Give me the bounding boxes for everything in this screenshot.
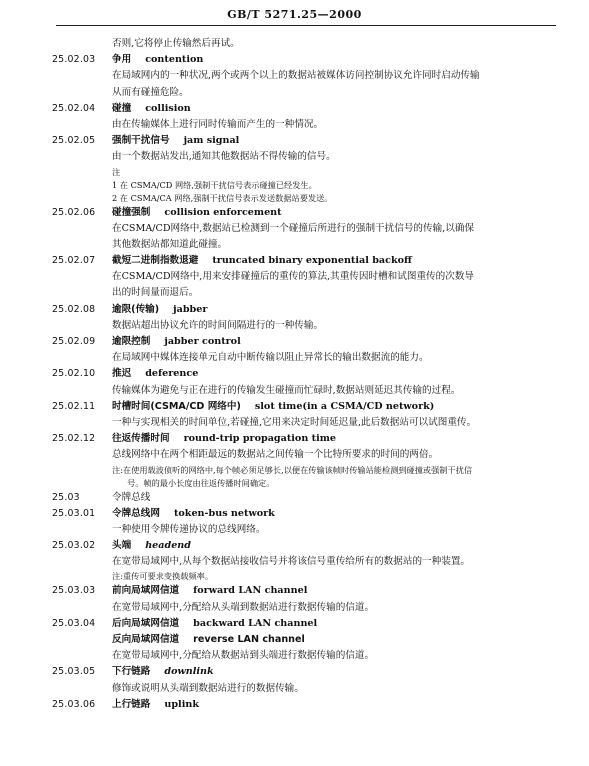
term-chinese: 头端 — [112, 540, 132, 552]
term-chinese: 逾限控制 — [112, 336, 151, 347]
definition-line: 一种使用令牌传递协议的总线网络。 — [112, 523, 266, 535]
term-english: jabber control — [164, 336, 241, 347]
definition-line: 总线网络中在两个相距最远的数据站之间传输一个比特所要求的时间的两倍。 — [112, 449, 439, 461]
term-number: 25.02.11 — [52, 400, 96, 412]
term-number: 25.03.04 — [52, 617, 96, 629]
term-entry — [52, 664, 552, 680]
term-number: 25.02.08 — [52, 303, 96, 315]
standard-header: GB/T 5271.25—2000 — [227, 8, 362, 21]
term-number: 25.02.04 — [52, 102, 96, 114]
note-line: 1 在 CSMA/CD 网络,强制干扰信号表示碰撞已经发生。 — [112, 179, 317, 190]
term-chinese: 强制干扰信号 — [112, 135, 170, 147]
definition-line: 在宽带局域网中,分配给从数据站到头端进行数据传输的信道。 — [112, 650, 375, 662]
definition-line: 在局域网中媒体连接单元自动中断传输以阻止异常长的输出数据流的能力。 — [112, 352, 429, 364]
term-chinese: 时槽时间(CSMA/CD 网络中) — [112, 400, 241, 412]
term-english: collision enforcement — [164, 206, 282, 218]
term-entry — [52, 583, 552, 599]
note-line: 注 — [112, 166, 121, 177]
term-entry — [52, 253, 552, 269]
term-entry — [52, 697, 552, 713]
term-chinese: 逾限(传输) — [112, 303, 160, 315]
term-chinese: 后向局域网信道 — [112, 617, 180, 629]
term-chinese: 推迟 — [112, 368, 132, 380]
section-title: 令牌总线 — [112, 491, 151, 503]
term-number: 25.02.12 — [52, 433, 96, 445]
term-english: token-bus network — [173, 507, 275, 519]
header-rule — [56, 25, 556, 26]
note-line: 注:重传可要求变换载频率。 — [112, 571, 214, 582]
term-entry — [52, 399, 552, 415]
term-entry — [52, 538, 552, 554]
definition-line: 在宽带局域网中,分配给从头端到数据站进行数据传输的信道。 — [112, 601, 375, 613]
definition-line: 传输媒体为避免与正在进行的传输发生碰撞而忙碌时,数据站则延迟其传输的过程。 — [112, 384, 461, 396]
term-entry — [52, 431, 552, 447]
term-chinese: 往返传播时间 — [112, 433, 170, 445]
term-entry — [52, 334, 552, 350]
term-english: downlink — [164, 666, 214, 678]
term-number: 25.03.02 — [52, 540, 96, 552]
term-number: 25.02.10 — [52, 368, 96, 380]
definition-line: 从而有碰撞危险。 — [112, 86, 189, 98]
definition-line: 出的时间量而退后。 — [112, 287, 199, 299]
term-number: 25.02.05 — [52, 135, 96, 147]
term-chinese: 前向局域网信道 — [112, 585, 180, 597]
term-english: jam signal — [183, 135, 240, 147]
definition-line: 由在传输媒体上进行同时传输而产生的一种情况。 — [112, 118, 324, 130]
term-english: collision — [145, 102, 191, 114]
term-number: 25.03.05 — [52, 666, 96, 678]
definition-line: 数据站超出协议允许的时间间隔进行的一种传输。 — [112, 319, 324, 331]
term-entry — [52, 52, 552, 68]
term-english: uplink — [164, 698, 199, 710]
section-heading — [52, 490, 552, 506]
term-number: 25.02.09 — [52, 336, 96, 347]
term-chinese: 碰撞强制 — [112, 206, 151, 218]
term-number: 25.03.01 — [52, 507, 96, 519]
definition-line: 在宽带局域网中,从每个数据站接收信号并将该信号重传给所有的数据站的一种装置。 — [112, 556, 471, 568]
term-chinese: 上行链路 — [112, 698, 151, 710]
note-line: 注:在使用载波侦听的网络中,每个帧必须足够长,以便在传输该帧时传输站能检测到碰撞或强制干扰信 — [112, 464, 473, 475]
definition-line: 在CSMA/CD网络中,数据站已检测到一个碰撞后所进行的强制干扰信号的传输,以确保 — [112, 222, 475, 234]
term-number: 25.02.03 — [52, 54, 96, 66]
term-english: jabber — [173, 303, 208, 315]
term-chinese: 争用 — [112, 54, 132, 66]
term-entry — [52, 506, 552, 522]
term-chinese: 截短二进制指数退避 — [112, 255, 199, 267]
term-entry — [52, 133, 552, 149]
term-number: 25.02.07 — [52, 255, 96, 267]
document-body — [52, 36, 552, 713]
section-number: 25.03 — [52, 491, 80, 503]
term-english: backward LAN channel — [193, 617, 318, 629]
term-entry — [52, 205, 552, 221]
definition-line: 由一个数据站发出,通知其他数据站不得传输的信号。 — [112, 151, 336, 163]
term-chinese: 碰撞 — [112, 102, 132, 114]
definition-line: 否则,它将停止传输然后再试。 — [112, 38, 240, 49]
note-line: 号。帧的最小长度由往返传播时间确定。 — [127, 477, 275, 488]
definition-line: 修饰或说明从头端到数据站进行的数据传输。 — [112, 682, 304, 694]
term-number: 25.02.06 — [52, 206, 96, 218]
definition-line: 其他数据站都知道此碰撞。 — [112, 238, 228, 250]
term-english: round-trip propagation time — [183, 433, 336, 445]
term-chinese: 反向局域网信道 — [112, 634, 180, 645]
term-entry — [52, 366, 552, 382]
term-entry — [52, 302, 552, 318]
definition-line: 在CSMA/CD网络中,用来安排碰撞后的重传的算法,其重传因时槽和试图重传的次数导 — [112, 271, 475, 283]
term-entry — [52, 616, 552, 632]
term-english: slot time(in a CSMA/CD network) — [254, 400, 435, 412]
definition-line: 在局域网内的一种状况,两个或两个以上的数据站被媒体访问控制协议允许同时启动传输 — [112, 70, 480, 82]
term-english: deference — [145, 368, 199, 380]
term-english: truncated binary exponential backoff — [212, 255, 412, 267]
term-entry — [52, 101, 552, 117]
term-number: 25.03.06 — [52, 698, 96, 710]
term-english: forward LAN channel — [193, 585, 308, 597]
term-english: contention — [145, 54, 204, 66]
term-chinese: 令牌总线网 — [112, 507, 160, 519]
term-chinese: 下行链路 — [112, 666, 151, 678]
synonym-term — [52, 632, 552, 648]
term-english: headend — [145, 540, 191, 552]
note-line: 2 在 CSMA/CA 网络,强制干扰信号表示发送数据站要发送。 — [112, 192, 333, 203]
term-english: reverse LAN channel — [193, 634, 305, 645]
definition-line: 一种与实现相关的时间单位,若碰撞,它用来决定时间延迟量,此后数据站可以试图重传。 — [112, 416, 477, 428]
term-number: 25.03.03 — [52, 585, 96, 597]
